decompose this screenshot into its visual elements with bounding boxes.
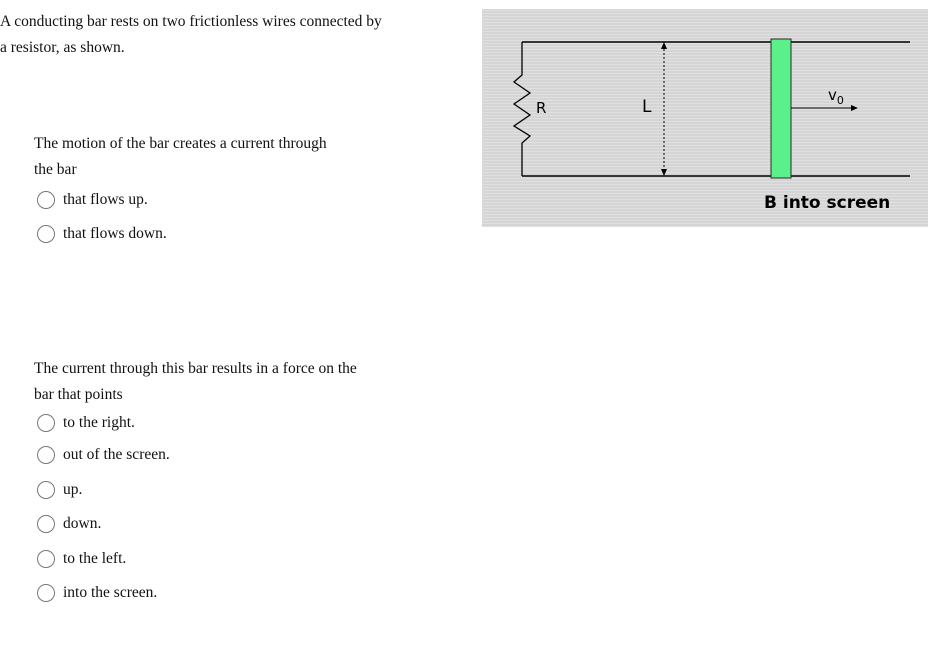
q2-option-label: to the left.: [63, 549, 127, 567]
resistor-label: R: [536, 99, 547, 117]
question-2-prompt: [34, 356, 434, 408]
q2-option-label: into the screen.: [63, 584, 158, 602]
velocity-label: [828, 86, 844, 107]
length-label: L: [642, 97, 652, 117]
question-1-prompt: [34, 131, 434, 183]
q1-option-label: that flows down.: [63, 225, 167, 242]
q2-option-left[interactable]: [34, 542, 434, 577]
resistor-zigzag: [514, 42, 530, 176]
q2-option-down[interactable]: [34, 507, 434, 542]
field-direction-label: B into screen: [764, 193, 891, 213]
velocity-symbol: v: [828, 86, 837, 104]
question-1-prompt-line-2: the bar: [34, 161, 77, 178]
problem-intro: [0, 9, 470, 61]
q2-option-label: up.: [63, 480, 83, 498]
q2-radio-down[interactable]: [37, 515, 55, 533]
question-2-prompt-line-1: The current through this bar results in a force on the: [34, 360, 357, 377]
q1-option-flows-up[interactable]: [34, 183, 434, 216]
question-1: [34, 131, 434, 252]
q1-radio-flows-down[interactable]: [37, 225, 55, 243]
q1-radio-flows-up[interactable]: [37, 191, 55, 209]
q2-option-label: to the right.: [63, 414, 135, 431]
q2-radio-left[interactable]: [37, 550, 55, 568]
q2-option-up[interactable]: [34, 473, 434, 508]
question-1-prompt-line-1: The motion of the bar creates a current through: [34, 135, 327, 152]
q2-option-label: out of the screen.: [63, 446, 170, 464]
q1-option-flows-down[interactable]: [34, 216, 434, 252]
q1-option-label: that flows up.: [63, 190, 148, 208]
velocity-subscript: 0: [836, 94, 844, 107]
conducting-bar: [771, 39, 791, 178]
q2-radio-up[interactable]: [37, 481, 55, 499]
q2-radio-out-of-screen[interactable]: [37, 446, 55, 464]
intro-line-1: A conducting bar rests on two frictionless wires connected by: [0, 13, 382, 30]
q2-radio-into-screen[interactable]: [37, 584, 55, 602]
circuit-diagram: [482, 9, 928, 227]
intro-line-2: a resistor, as shown.: [0, 39, 125, 56]
question-2: [34, 356, 434, 611]
velocity-arrow-head: [851, 105, 858, 111]
q2-option-right[interactable]: [34, 408, 434, 438]
question-2-prompt-line-2: bar that points: [34, 386, 123, 403]
q2-option-into-screen[interactable]: [34, 576, 434, 611]
q2-option-label: down.: [63, 515, 102, 533]
q2-option-out-of-screen[interactable]: [34, 438, 434, 473]
length-arrow-up: [661, 42, 667, 49]
q2-radio-right[interactable]: [37, 414, 55, 432]
length-arrow-down: [661, 169, 667, 176]
